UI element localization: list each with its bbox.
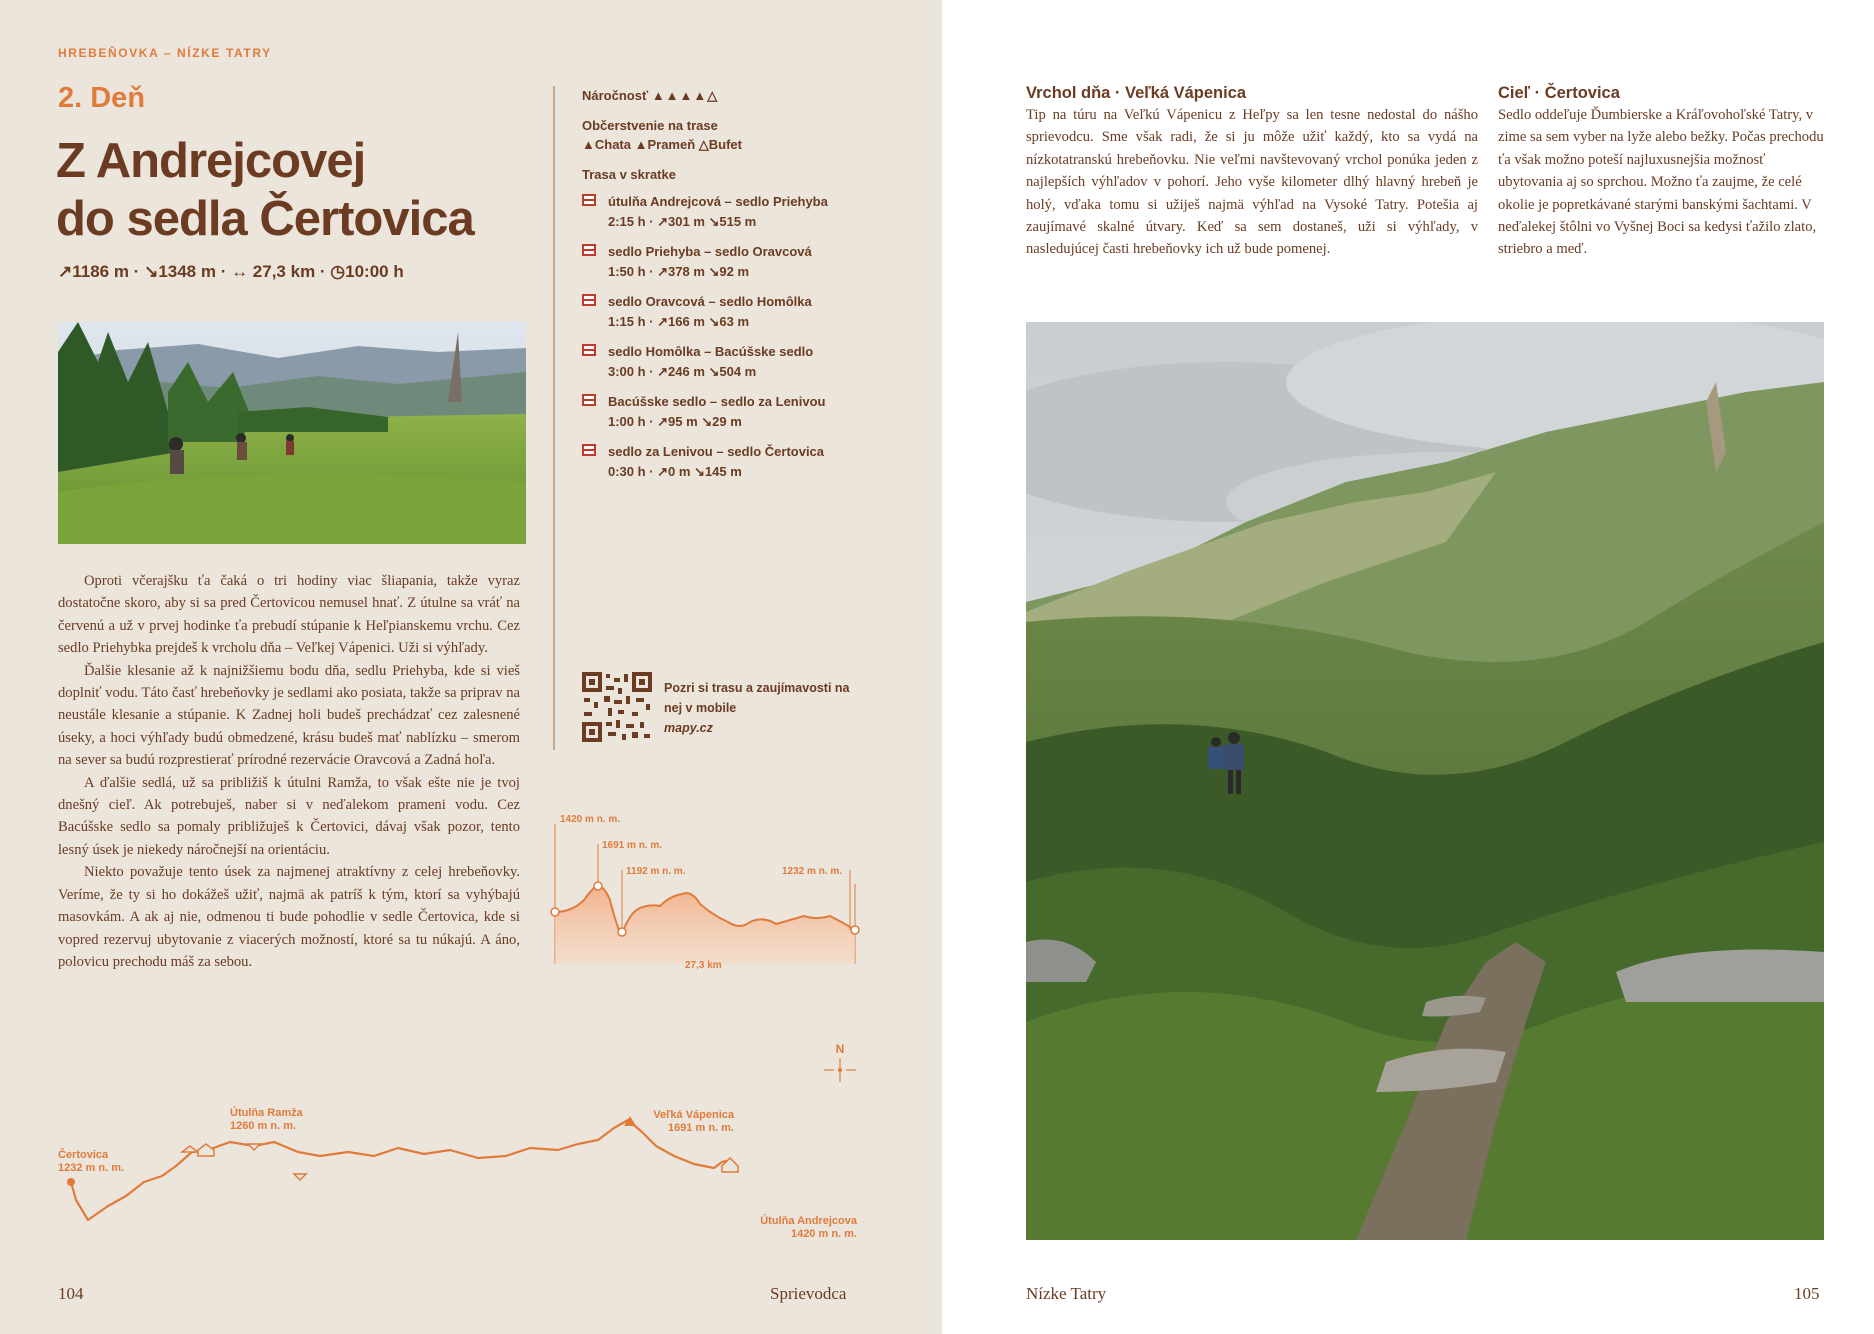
route-map (58, 1040, 864, 1250)
route-path (71, 1120, 731, 1220)
paragraph: Ďalšie klesanie až k najnižšiemu bodu dňa, sedlu Priehyba, kde si vieš doplniť vodu. Táto časť hrebeňovky je sedlami ako posiata, takže sa priprav na neustále klesanie a stúpanie. K Zadnej holi budeš prechádzať cez zalesnené úseky, a hoci výhľady budú obmedzené, krásu budeš mať nablízku – smerom na sever sa budú rozprestierať prírodné rezervácie Oravcová a Zadná hoľa. (58, 662, 520, 769)
title-line-2: do sedla Čertovica (56, 192, 474, 246)
footer-label: Sprievodca (770, 1284, 847, 1303)
refreshment-items: ▲Chata ▲Prameň △Bufet (582, 137, 742, 152)
route-stats: ↗1186 m · ↘1348 m · ↔ 27,3 km · ◷10:00 h (58, 262, 404, 281)
trail-marker-icon (582, 194, 596, 206)
elevation-area (555, 886, 855, 964)
north-arrow-icon (824, 1042, 856, 1082)
elevation-profile (550, 804, 870, 984)
ridge-hikers-photo (1026, 322, 1824, 1240)
sidebar-box-summit (1026, 82, 1478, 261)
start-marker (67, 1178, 75, 1186)
segment-stats: 0:30 h · ↗0 m ↘145 m (608, 464, 742, 479)
segment-name: sedlo Homôlka – Bacúšske sedlo (608, 344, 814, 359)
hut-icon (198, 1144, 214, 1156)
route-label: Trasa v skratke (582, 167, 676, 182)
route-summary-sidebar (582, 88, 882, 482)
elevation-label: 1691 m n. m. (602, 840, 663, 851)
trail-marker-icon (582, 244, 596, 256)
box-heading: Cieľ · Čertovica (1498, 84, 1620, 102)
map-place-name: Útulňa Andrejcova (760, 1215, 857, 1227)
map-place-name: Veľká Vápenica (653, 1109, 734, 1121)
page-number: 105 (1794, 1284, 1820, 1303)
segment-stats: 3:00 h · ↗246 m ↘504 m (608, 364, 757, 379)
running-head: HREBEŇOVKA – NÍZKE TATRY (58, 46, 272, 60)
route-segment (582, 342, 882, 382)
difficulty-label: Náročnosť (582, 88, 649, 103)
map-place-name: Čertovica (58, 1149, 109, 1161)
segment-stats: 2:15 h · ↗301 m ↘515 m (608, 214, 757, 229)
map-place-name: Útulňa Ramža (230, 1107, 303, 1119)
hut-icon (182, 1146, 198, 1152)
route-segment (582, 392, 882, 432)
elevation-peak-point (594, 882, 602, 890)
north-label: N (835, 1042, 845, 1056)
page-number: 104 (58, 1284, 84, 1303)
body-text (58, 570, 520, 973)
map-place-elevation: 1232 m n. m. (58, 1162, 125, 1174)
sidebar-box-destination (1498, 82, 1824, 261)
elevation-label: 1192 m n. m. (626, 866, 686, 877)
hut-icon (722, 1158, 738, 1172)
paragraph: Oproti včerajšku ťa čaká o tri hodiny viac šliapania, takže vyraz dostatočne skoro, aby si sa pred Čertovicou nemusel hnať. Z útulne sa vráť na červenú a už v prvej hodinke ťa prebudí stúpanie k Heľpianskemu vrchu. Cez sedlo Priehybka prejdeš k vrcholu dňa – Veľkej Vápenici. Uži si výhľady. (58, 573, 520, 657)
paragraph: Niekto považuje tento úsek za najmenej atraktívny z celej hrebeňovky. Veríme, že ty si ho dokážeš užiť, najmä ak patríš k tým, ktorí sa vyhýbajú masovkám. A ak aj nie, odmenou ti bude pohodlie v sedle Čertovica, kde si vopred rezervuj ubytovanie z viacerých možností, ktoré sa tu núkajú. A áno, polovicu prechodu máš za sebou. (58, 864, 520, 970)
refreshment-label: Občerstvenie na trase (582, 118, 718, 133)
route-segment (582, 242, 882, 282)
box-text: Sedlo oddeľuje Ďumbierske a Kráľovohoľské Tatry, v zime sa sem vyber na lyže alebo bežky. Počas prechodu ťa však možno poteší najluxusnejšia možnosť ubytovania aj so sprchou. Možno ťa zaujme, že celé okolie je popretkávané starými banskými šachtami. V neďalekej štôlni vo Vyšnej Boci sa kedysi ťažilo zlato, striebro a meď. (1498, 107, 1824, 258)
qr-brand-link[interactable]: mapy.cz (664, 721, 713, 735)
qr-code-icon[interactable] (582, 672, 652, 742)
map-place-elevation: 1691 m n. m. (667, 1122, 734, 1134)
segment-name: útulňa Andrejcová – sedlo Priehyba (608, 194, 828, 209)
segment-name: sedlo Oravcová – sedlo Homôlka (608, 294, 812, 309)
distance-label: 27,3 km (685, 960, 722, 971)
difficulty-row (582, 88, 882, 104)
column-divider (553, 86, 555, 750)
day-label: 2. Deň (58, 82, 146, 114)
elevation-label: 1420 m n. m. (560, 814, 621, 825)
footer-label: Nízke Tatry (1026, 1284, 1107, 1303)
difficulty-icons: ▲▲▲▲△ (651, 88, 719, 103)
box-text: Tip na túru na Veľkú Vápenicu z Heľpy sa len tesne nedostal do nášho sprievodcu. Sme však radi, že si ju môže užiť každý, kto sa vydá na nízkotatranskú hrebeňovku. Nie veľmi navštevovaný vrchol ponúka jeden z najlepších výhľadov v pohorí. Jeho vyše kilometer dlhý hlavný hrebeň je holý, vďaka tomu si užiješ najmä výhľad na Vysoké Tatry. Potešia aj zaujímavé skalné útvary. Keď sa sem dostaneš, uži si výhľady, v nasledujúcej časti hrebeňovky ich už bude pomenej. (1026, 107, 1478, 258)
segment-stats: 1:50 h · ↗378 m ↘92 m (608, 264, 750, 279)
map-place-elevation: 1420 m n. m. (790, 1228, 857, 1240)
elevation-low-point (618, 928, 626, 936)
elevation-end-point (851, 926, 859, 934)
elevation-label: 1232 m n. m. (782, 866, 843, 877)
hikers-meadow-photo (58, 322, 526, 544)
trail-marker-icon (582, 344, 596, 356)
segment-name: Bacúšske sedlo – sedlo za Lenivou (608, 394, 826, 409)
spring-icon (248, 1144, 260, 1150)
segment-stats: 1:15 h · ↗166 m ↘63 m (608, 314, 750, 329)
title-line-1: Z Andrejcovej (56, 134, 366, 188)
map-place-elevation: 1260 m n. m. (230, 1120, 297, 1132)
route-segment (582, 442, 882, 482)
spring-icon (294, 1174, 306, 1180)
route-segment (582, 292, 882, 332)
paragraph: A ďalšie sedlá, už sa približiš k útulni Ramža, to však ešte nie je tvoj dnešný cieľ. Ak potrebuješ, naber si v neďalekom prameni vodu. Cez Bacúšske sedlo sa pomaly približuješ k Čertovici, dávaj však pozor, tento lesný úsek je niekedy náročnejší na orientáciu. (58, 774, 520, 858)
route-segment (582, 192, 882, 232)
qr-caption-text: Pozri si trasu a zaujímavosti na nej v mobile (664, 681, 850, 715)
trail-marker-icon (582, 444, 596, 456)
segment-stats: 1:00 h · ↗95 m ↘29 m (608, 414, 742, 429)
segment-name: sedlo Priehyba – sedlo Oravcová (608, 244, 812, 259)
elevation-start-point (551, 908, 559, 916)
trail-marker-icon (582, 294, 596, 306)
segment-name: sedlo za Lenivou – sedlo Čertovica (608, 444, 825, 459)
trail-marker-icon (582, 394, 596, 406)
box-heading: Vrchol dňa · Veľká Vápenica (1026, 84, 1247, 102)
page-title (56, 132, 536, 248)
qr-caption (664, 678, 864, 738)
